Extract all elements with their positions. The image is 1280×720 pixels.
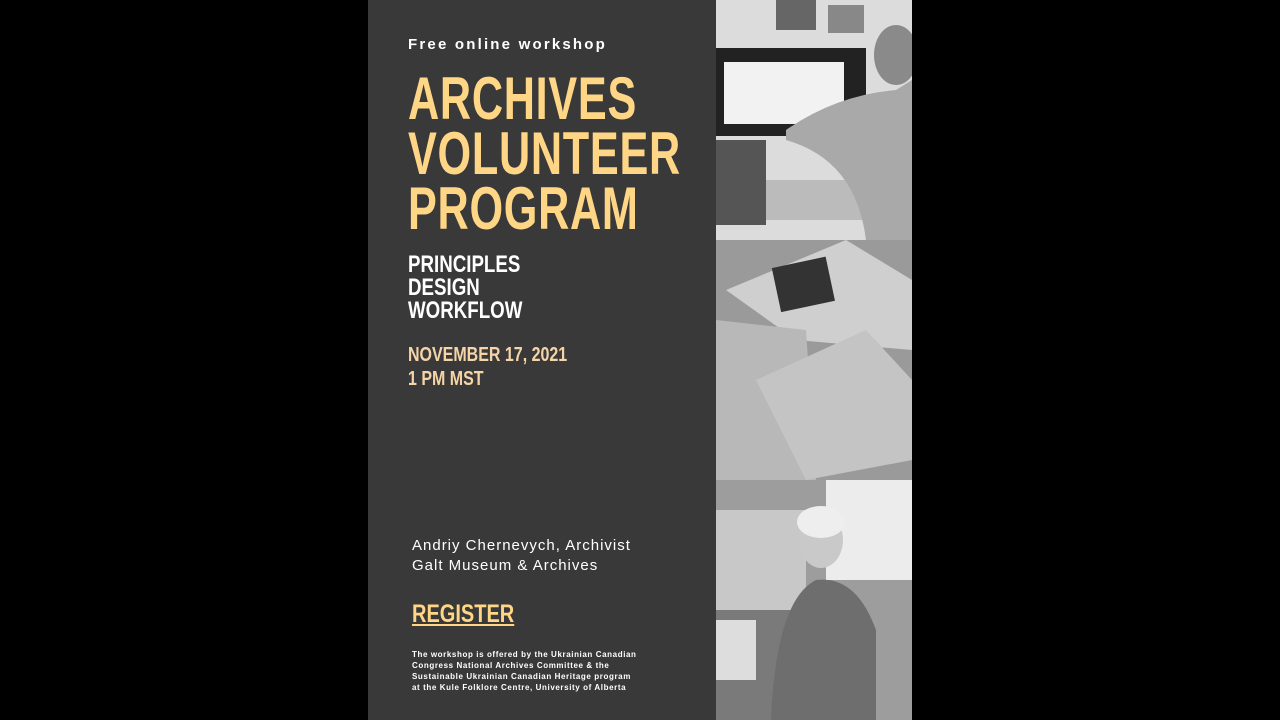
- topic-workflow: WORKFLOW: [408, 297, 523, 324]
- event-date: NOVEMBER 17, 2021: [408, 344, 568, 366]
- event-time: 1 PM MST: [408, 368, 484, 390]
- title-line-3: PROGRAM: [408, 175, 639, 242]
- fine-print-line: at the Kule Folklore Centre, University of Alberta: [412, 683, 627, 692]
- register-link[interactable]: REGISTER: [412, 600, 515, 628]
- kicker: Free online workshop: [408, 36, 608, 53]
- fine-print-line: Sustainable Ukrainian Canadian Heritage program: [412, 672, 631, 681]
- fine-print-line: Congress National Archives Committee & the: [412, 661, 610, 670]
- photo-archivist: [716, 480, 912, 720]
- workshop-poster: [368, 0, 912, 720]
- photo-documents: [716, 240, 912, 480]
- topic-design: DESIGN: [408, 274, 480, 301]
- photo-scanner-volunteer: [716, 0, 912, 240]
- photo-column: [716, 0, 912, 720]
- speaker-name: Andriy Chernevych, Archivist: [412, 537, 631, 554]
- text-panel: [368, 0, 716, 720]
- speaker-org: Galt Museum & Archives: [412, 557, 599, 574]
- topic-principles: PRINCIPLES: [408, 251, 521, 278]
- title-line-2: VOLUNTEER: [408, 120, 681, 187]
- title-line-1: ARCHIVES: [408, 65, 638, 132]
- fine-print: [412, 649, 637, 693]
- fine-print-line: The workshop is offered by the Ukrainian Canadian: [412, 650, 637, 659]
